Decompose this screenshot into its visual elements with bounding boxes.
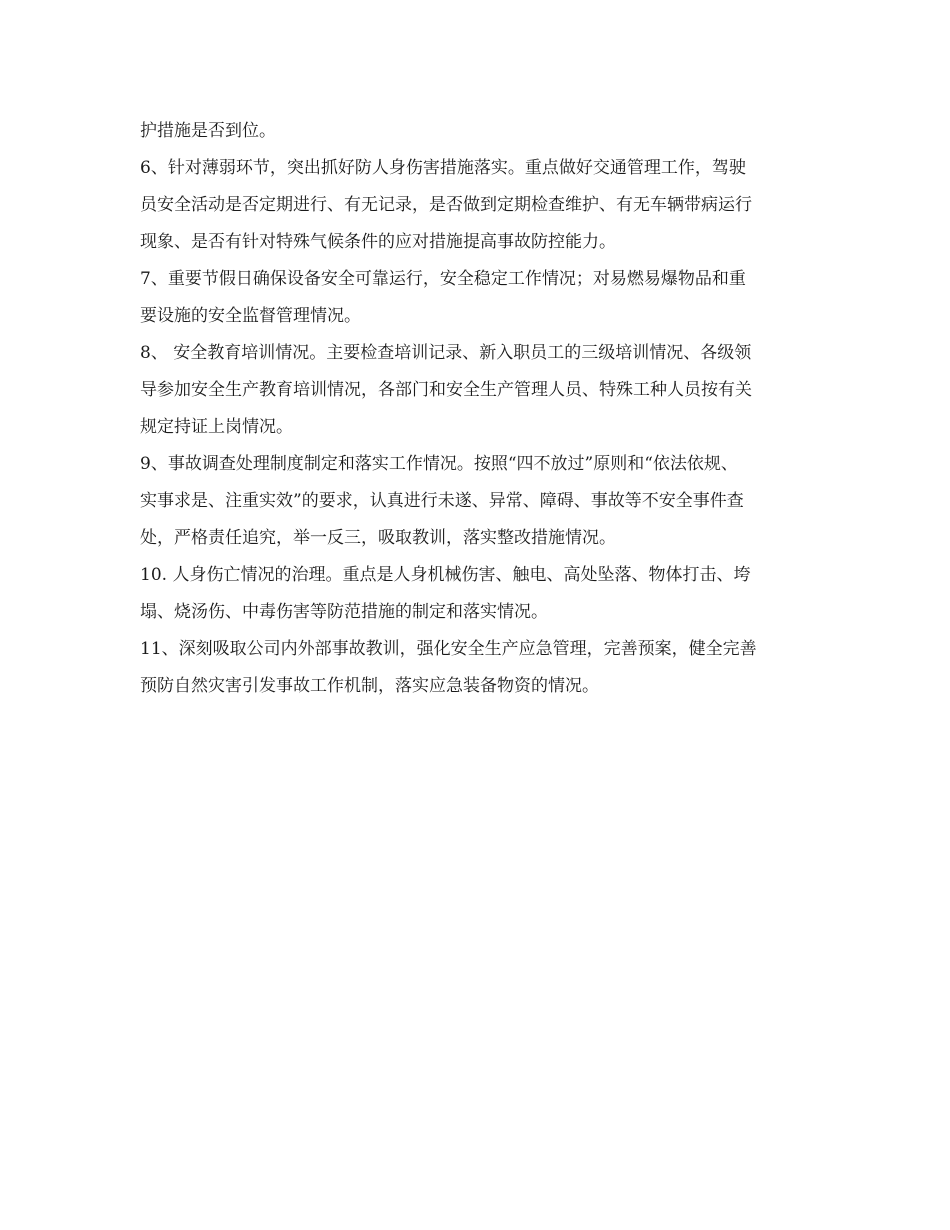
text-line: 实事求是、注重实效”的要求，认真进行未遂、异常、障碍、事故等不安全事件查 (140, 491, 744, 511)
text-line: 护措施是否到位。 (140, 121, 276, 141)
text-line: 11、深刻吸取公司内外部事故教训，强化安全生产应急管理，完善预案，健全完善 (140, 639, 757, 659)
text-line: 10. 人身伤亡情况的治理。重点是人身机械伤害、触电、高处坠落、物体打击、垮 (140, 565, 751, 585)
document-body (140, 113, 822, 705)
text-line: 9、事故调查处理制度制定和落实工作情况。按照“四不放过”原则和“依法依规、 (140, 454, 738, 474)
text-line: 塌、烧汤伤、中毒伤害等防范措施的制定和落实情况。 (140, 602, 548, 622)
text-line: 处，严格责任追究，举一反三，吸取教训，落实整改措施情况。 (140, 528, 616, 548)
text-line: 导参加安全生产教育培训情况，各部门和安全生产管理人员、特殊工种人员按有关 (140, 380, 752, 400)
text-line: 预防自然灾害引发事故工作机制，落实应急装备物资的情况。 (140, 676, 599, 696)
text-line: 8、 安全教育培训情况。主要检查培训记录、新入职员工的三级培训情况、各级领 (140, 343, 752, 363)
text-line: 现象、是否有针对特殊气候条件的应对措施提高事故防控能力。 (140, 232, 616, 252)
text-line: 6、针对薄弱环节，突出抓好防人身伤害措施落实。重点做好交通管理工作，驾驶 (140, 158, 746, 178)
text-line: 员安全活动是否定期进行、有无记录，是否做到定期检查维护、有无车辆带病运行 (140, 195, 752, 215)
text-line: 规定持证上岗情况。 (140, 417, 293, 437)
text-line: 要设施的安全监督管理情况。 (140, 306, 361, 326)
text-line: 7、重要节假日确保设备安全可靠运行，安全稳定工作情况；对易燃易爆物品和重 (140, 269, 746, 289)
